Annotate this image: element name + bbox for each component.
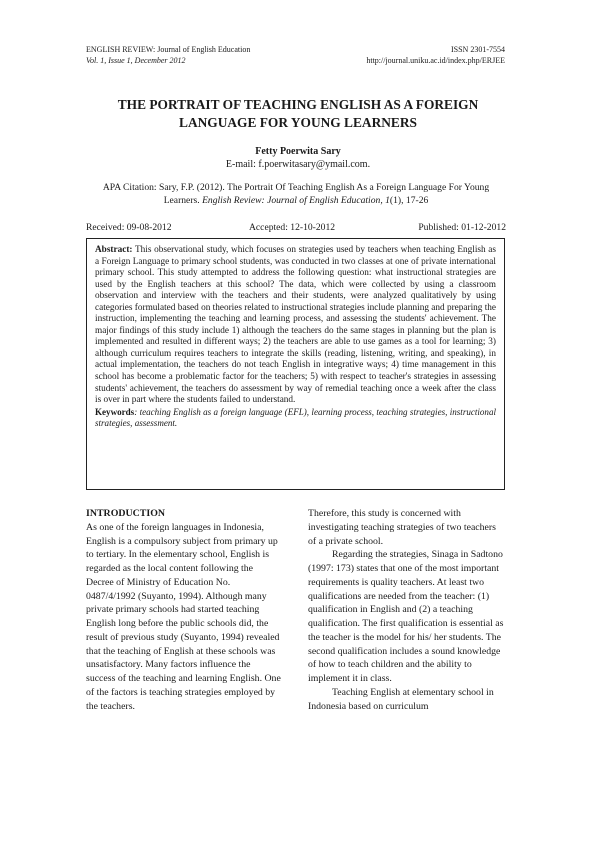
author-name: Fetty Poerwita Sary xyxy=(255,146,341,157)
journal-name: ENGLISH REVIEW: Journal of English Education xyxy=(86,45,251,54)
received-date: Received: 09-08-2012 xyxy=(86,222,172,233)
author-email[interactable]: E-mail: f.poerwitasary@ymail.com. xyxy=(225,158,371,170)
paragraph: Therefore, this study is concerned with investigating teaching strategies of two teachers of a private school. xyxy=(308,508,496,547)
section-heading-introduction: INTRODUCTION xyxy=(86,508,166,519)
paragraph: Teaching English at elementary school in Indonesia based on curriculum xyxy=(308,686,494,712)
apa-citation xyxy=(96,181,496,207)
author-block xyxy=(86,146,510,171)
paper-title: THE PORTRAIT OF TEACHING ENGLISH AS A FOREIGN LANGUAGE FOR YOUNG LEARNERS xyxy=(117,97,479,130)
abstract-box xyxy=(86,238,505,490)
accepted-date: Accepted: 12-10-2012 xyxy=(249,222,336,233)
running-header-left xyxy=(86,44,250,66)
body-column-right xyxy=(308,507,506,713)
keywords-label: Keywords xyxy=(95,406,135,417)
citation-prefix: APA Citation: Sary, F.P. (2012). The Portrait Of Teaching English As a Foreign Language For Young Learners. xyxy=(102,182,490,206)
keywords xyxy=(95,407,496,430)
citation-suffix: (1), 17-26 xyxy=(389,195,429,206)
body-column-left xyxy=(86,507,282,713)
abstract-label: Abstract: xyxy=(95,245,133,255)
abstract xyxy=(95,245,496,407)
citation-journal: English Review: Journal of English Education, 1 xyxy=(202,195,390,206)
running-header-right xyxy=(366,44,505,66)
abstract-text: This observational study, which focuses on strategies used by teachers when teaching English as a Foreign Language to primary school students, was conducted in two classes at one of private international primary school. This study attempted to address the following question: what instructional strategies are used by the English teachers at this school? The data, which were collected by using a classroom observation and interview with the teachers and their students, were analyzed qualitatively by using categories formulated based on theories related to instructional strategies include planning and preparing the instruction, implementing the teaching and learning process, and assessing the students' achievement. The major findings of this study include 1) although the teachers do the same stages in planning but the plan is implemented and resulted in different ways; 2) the teachers are able to use games as a tool for learning; 3) although curriculum requires teachers to integrate the skills (reading, listening, writing, and speaking), in actual implementation, the teachers do not teach English in integrative ways; 4) time management in this school has become a problematic factor for the teachers; 5) with respect to teacher's strategies in assessing students' achievement, the teachers do assessment by way of remedial teaching once a week after the class is over in part where the students failed to understand. xyxy=(95,245,496,406)
journal-url[interactable]: http://journal.uniku.ac.id/index.php/ERJEE xyxy=(366,56,505,65)
keywords-text: : teaching English as a foreign language (EFL), learning process, teaching strategies, instructional strategies, assessment. xyxy=(95,406,496,429)
published-date: Published: 01-12-2012 xyxy=(418,222,506,233)
volume-issue: Vol. 1, Issue 1, December 2012 xyxy=(86,56,186,65)
paragraph: Regarding the strategies, Sinaga in Sadtono (1997: 173) states that one of the most important requirements is quality teachers. At least two qualifications are needed from the teacher: (1) qualification in English and (2) a teaching qualification. The first qualification is essential as the teacher is the model for his/ her students. The second qualification includes a sound knowledge of how to teach children and the ability to implement it in class. xyxy=(308,549,504,684)
paragraph: As one of the foreign languages in Indonesia, English is a compulsory subject from primary up to tertiary. In the elementary school, English is regarded as the local content following the Decree of Ministry of Education No. 0487/4/1992 (Suyanto, 1994). Although many private primary schools had started teaching English long before the public schools did, the result of previous study (Suyanto, 1994) revealed that the teaching of English at these schools was unsatisfactory. Many factors influence the success of the teaching and learning English. One of the factors is teaching strategies employed by the teachers. xyxy=(86,521,281,712)
publication-dates xyxy=(86,222,506,235)
issn: ISSN 2301-7554 xyxy=(450,45,505,54)
